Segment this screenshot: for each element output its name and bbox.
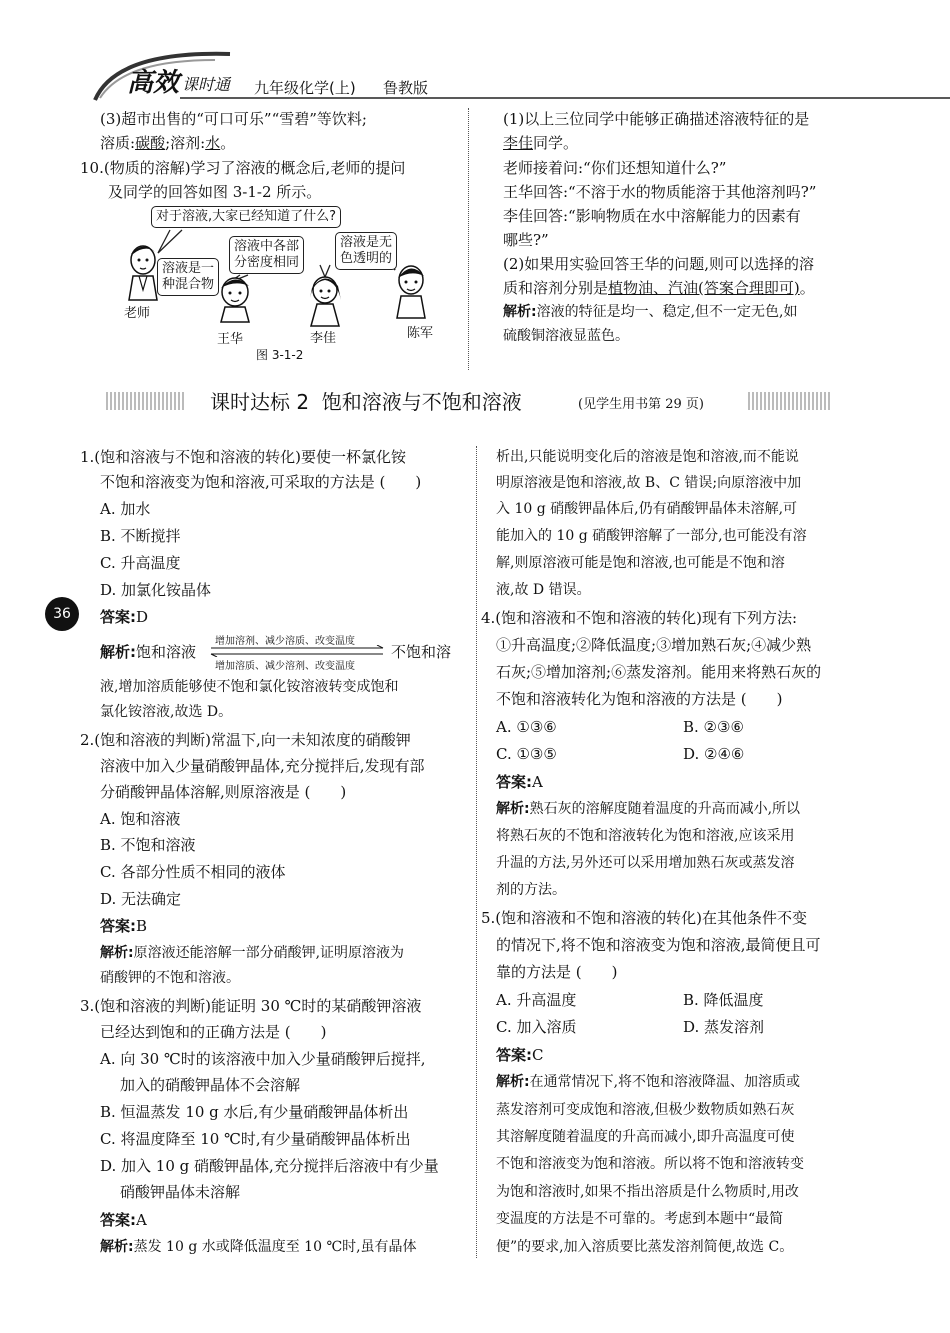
q4-analysis-line4: 剂的方法。 [496,882,566,898]
q4-option-a: A. ①③⑥ [496,718,557,736]
q5-analysis-line3: 其溶解度随着温度的升高而减小,即升高温度可使 [496,1129,795,1145]
q5-line1: 5.(饱和溶液和不饱和溶液的转化)在其他条件不变 [481,909,808,927]
section-title-hatch-left [106,392,184,410]
top-column-divider [468,108,469,370]
q4-analysis-line1: 解析:熟石灰的溶解度随着温度的升高而减小,所以 [496,801,801,817]
tr-analysis-line1: 解析:溶液的特征是均一、稳定,但不一定无色,如 [503,304,798,320]
q3-line1: (3)超市出售的“可口可乐”“雪碧”等饮料; [100,110,367,128]
q3-answer: 答案:A [100,1211,147,1229]
q1-arrow-bottom-label: 增加溶质、减少溶剂、改变温度 [215,661,355,672]
q4-analysis-line3: 升温的方法,另外还可以采用增加熟石灰或蒸发溶 [496,855,795,871]
q5-analysis-line2: 蒸发溶剂可变成饱和溶液,但极少数物质如熟石灰 [496,1102,795,1118]
wanghua-speech-bubble: 溶液是一 种混合物 [157,258,219,296]
q5-line2: 的情况下,将不饱和溶液变为饱和溶液,最简便且可 [496,936,821,954]
q2-line1: 2.(饱和溶液的判断)常温下,向一未知浓度的硝酸钾 [80,731,411,749]
lijia-speech-bubble: 溶液中各部 分密度相同 [229,236,304,274]
q4-option-d: D. ②④⑥ [683,745,745,763]
q3-line1: 3.(饱和溶液的判断)能证明 30 ℃时的某硝酸钾溶液 [80,997,422,1015]
q5-answer: 答案:C [496,1046,544,1064]
tr-analysis-line2: 硫酸铜溶液显蓝色。 [503,328,629,344]
q5-analysis-line7: 便”的要求,加入溶质要比蒸发溶剂简便,故选 C。 [496,1239,794,1255]
q3-analysis-cont-5: 解,则原溶液可能是饱和溶液,也可能是不饱和溶 [496,555,785,571]
double-arrow-icon [207,645,387,657]
header-brand: 高效 [127,68,180,98]
header-brand-sub: 课时通 [182,75,231,94]
q5-analysis-line1: 解析:在通常情况下,将不饱和溶液降温、加溶质或 [496,1074,801,1090]
q2-option-d: D. 无法确定 [100,890,182,908]
q5-analysis-line6: 变温度的方法是不可靠的。考虑到本题中“最简 [496,1211,784,1227]
wanghua-figure [221,278,249,322]
q1-line1: 1.(饱和溶液与不饱和溶液的转化)要使一杯氯化铵 [80,448,407,466]
tr-line5: 李佳回答:“影响物质在水中溶解能力的因素有 [503,207,801,225]
q3-option-a2: 加入的硝酸钾晶体不会溶解 [120,1076,301,1094]
figure-people-illustration [115,240,445,340]
page-number-badge: 36 [45,597,79,631]
chenjun-speech-bubble: 溶液是无 色透明的 [335,232,397,270]
q1-option-a: A. 加水 [100,500,151,518]
q1-option-b: B. 不断搅拌 [100,527,181,545]
q3-analysis-cont-2: 明原溶液是饱和溶液,故 B、C 错误;向原溶液中加 [496,475,802,491]
header-grade: 九年级化学(上) [254,79,356,97]
q5-option-b: B. 降低温度 [683,991,764,1009]
q3-analysis-cont-6: 液,故 D 错误。 [496,582,591,598]
q3-analysis-cont-3: 入 10 g 硝酸钾晶体后,仍有硝酸钾晶体未溶解,可 [496,501,798,517]
teacher-label: 老师 [124,306,151,321]
q3-analysis-cont-1: 析出,只能说明变化后的溶液是饱和溶液,而不能说 [496,449,799,465]
q1-analysis-line3: 氯化铵溶液,故选 D。 [100,704,233,720]
tr-line4: 王华回答:“不溶于水的物质能溶于其他溶剂吗?” [503,183,817,201]
tr-line3: 老师接着问:“你们还想知道什么?” [503,159,727,177]
q4-answer: 答案:A [496,773,543,791]
q4-line4: 不饱和溶液转化为饱和溶液的方法是 ( ) [496,690,783,708]
q1-analysis-start: 解析:饱和溶液 [100,643,197,661]
q4-line3: 石灰;⑤增加溶剂;⑥蒸发溶剂。能用来将熟石灰的 [496,663,822,681]
tr-line8: 质和溶剂分别是植物油、汽油(答案合理即可)。 [503,279,815,297]
q3-analysis-line1: 解析:蒸发 10 g 水或降低温度至 10 ℃时,虽有晶体 [100,1239,417,1255]
q3-line2: 溶质:碳酸;溶剂:水。 [100,134,236,152]
q2-line2: 溶液中加入少量硝酸钾晶体,充分搅拌后,发现有部 [100,757,425,775]
q3-option-c: C. 将温度降至 10 ℃时,有少量硝酸钾晶体析出 [100,1130,411,1148]
q2-option-c: C. 各部分性质不相同的液体 [100,863,286,881]
tr-line1: (1)以上三位同学中能够正确描述溶液特征的是 [503,110,810,128]
chenjun-label: 陈军 [407,326,434,341]
q2-line3: 分硝酸钾晶体溶解,则原溶液是 ( ) [100,783,347,801]
chenjun-figure [397,266,425,318]
q10-line1: 10.(物质的溶解)学习了溶液的概念后,老师的提问 [80,159,406,177]
lijia-label: 李佳 [310,331,337,346]
q3-option-d2: 硝酸钾晶体未溶解 [120,1183,241,1201]
teacher-speech-bubble: 对于溶液,大家已经知道了什么? [151,206,341,228]
q1-analysis-line2: 液,增加溶质能够使不饱和氯化铵溶液转变成饱和 [100,679,399,695]
q2-option-b: B. 不饱和溶液 [100,836,196,854]
q5-option-a: A. 升高温度 [496,991,577,1009]
q1-line2: 不饱和溶液变为饱和溶液,可采取的方法是 ( ) [100,473,422,491]
q3-analysis-cont-4: 能加入的 10 g 硝酸钾溶解了一部分,也可能没有溶 [496,528,807,544]
q4-line1: 4.(饱和溶液和不饱和溶液的转化)现有下列方法: [481,609,798,627]
section-title: 课时达标 2 饱和溶液与不饱和溶液 [210,390,522,414]
q1-option-d: D. 加氯化铵晶体 [100,581,212,599]
q4-line2: ①升高温度;②降低温度;③增加熟石灰;④减少熟 [496,636,812,654]
q3-line2: 已经达到饱和的正确方法是 ( ) [100,1023,327,1041]
q4-option-c: C. ①③⑤ [496,745,557,763]
q2-option-a: A. 饱和溶液 [100,810,181,828]
q3-option-a1: A. 向 30 ℃时的该溶液中加入少量硝酸钾后搅拌, [100,1050,426,1068]
q1-arrow-top-label: 增加溶剂、减少溶质、改变温度 [215,636,355,647]
q2-analysis-line1: 解析:原溶液还能溶解一部分硝酸钾,证明原溶液为 [100,945,405,961]
lijia-figure [310,277,341,326]
q5-analysis-line4: 不饱和溶液变为饱和溶液。所以将不饱和溶液转变 [496,1156,804,1172]
q4-option-b: B. ②③⑥ [683,718,744,736]
q3-option-b: B. 恒温蒸发 10 g 水后,有少量硝酸钾晶体析出 [100,1103,409,1121]
q5-analysis-line5: 为饱和溶液时,如果不指出溶质是什么物质时,用改 [496,1184,799,1200]
q5-line3: 靠的方法是 ( ) [496,963,618,981]
q10-line2: 及同学的回答如图 3-1-2 所示。 [108,183,322,201]
q1-answer: 答案:D [100,608,149,626]
teacher-figure [129,246,157,300]
figure-caption: 图 3-1-2 [256,348,304,362]
q3-option-d1: D. 加入 10 g 硝酸钾晶体,充分搅拌后溶液中有少量 [100,1157,439,1175]
q2-analysis-line2: 硝酸钾的不饱和溶液。 [100,970,240,986]
section-ref: (见学生用书第 29 页) [578,397,704,412]
wanghua-label: 王华 [217,332,244,347]
q1-option-c: C. 升高温度 [100,554,181,572]
tr-line2: 李佳同学。 [503,134,579,152]
tr-line6: 哪些?” [503,231,549,249]
bottom-column-divider [476,446,477,1258]
q2-answer: 答案:B [100,917,148,935]
header-edition: 鲁教版 [383,79,429,97]
q4-analysis-line2: 将熟石灰的不饱和溶液转化为饱和溶液,应该采用 [496,828,795,844]
q1-analysis-end: 不饱和溶 [391,643,452,661]
q5-option-c: C. 加入溶质 [496,1018,577,1036]
section-title-hatch-right [748,392,830,410]
q5-option-d: D. 蒸发溶剂 [683,1018,765,1036]
tr-line7: (2)如果用实验回答王华的问题,则可以选择的溶 [503,255,815,273]
